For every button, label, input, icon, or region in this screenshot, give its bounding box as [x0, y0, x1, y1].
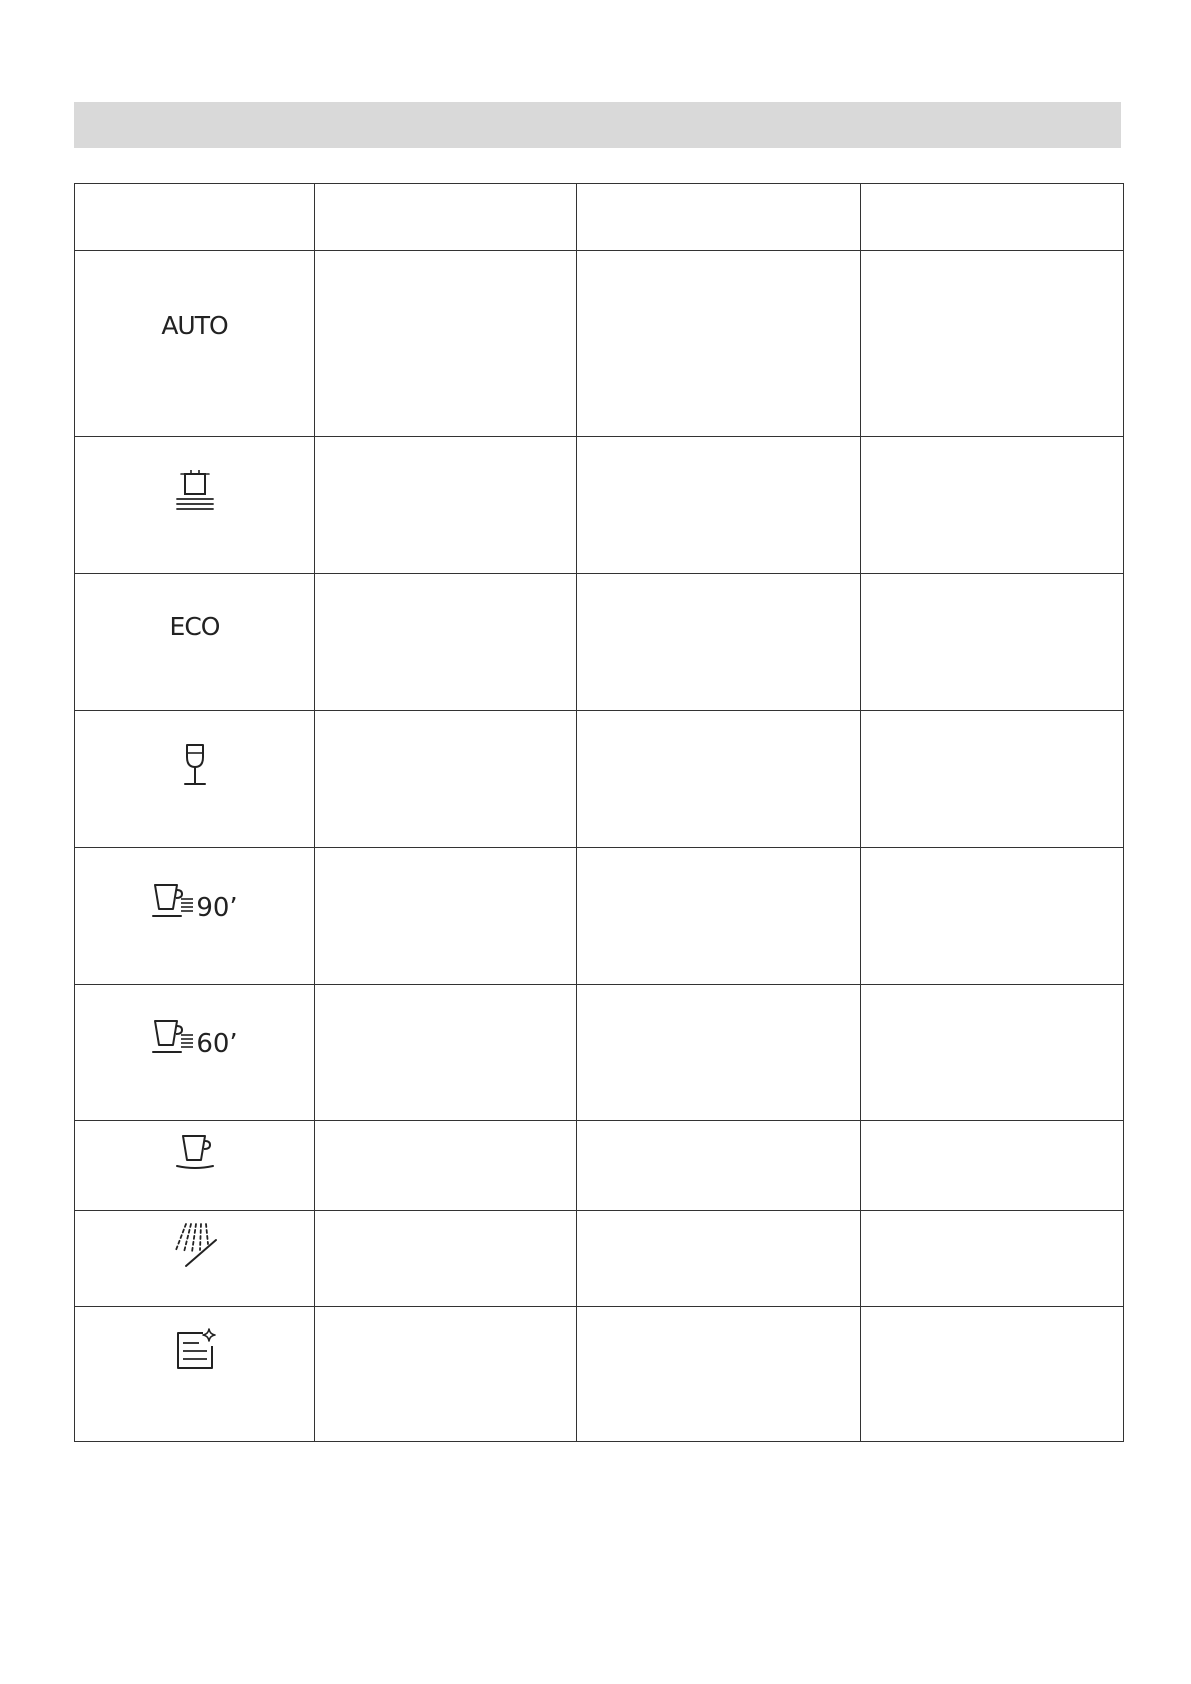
programme-duration: 60’ — [196, 1029, 238, 1059]
table-cell — [577, 437, 861, 574]
programme-symbol-cell — [75, 985, 315, 1121]
header-cell — [861, 184, 1124, 251]
cup-on-saucer-icon — [173, 1133, 217, 1171]
table-cell — [315, 574, 577, 711]
table-cell — [861, 711, 1124, 848]
table-row — [75, 574, 1124, 711]
table-cell — [577, 711, 861, 848]
table-row — [75, 1307, 1124, 1442]
header-cell — [577, 184, 861, 251]
table-cell — [861, 1211, 1124, 1307]
table-cell — [315, 1307, 577, 1442]
table-row — [75, 848, 1124, 985]
header-cell — [75, 184, 315, 251]
programme-symbol-cell — [75, 437, 315, 574]
table-cell — [577, 1121, 861, 1211]
programme-symbol-cell — [75, 574, 315, 711]
table-cell — [577, 1211, 861, 1307]
programme-symbol-cell — [75, 1211, 315, 1307]
table-row — [75, 985, 1124, 1121]
table-row — [75, 1121, 1124, 1211]
table-cell — [577, 985, 861, 1121]
section-header-bar — [74, 102, 1121, 148]
table-cell — [315, 985, 577, 1121]
table-cell — [861, 251, 1124, 437]
table-cell — [861, 574, 1124, 711]
table-cell — [315, 711, 577, 848]
programme-symbol-cell — [75, 848, 315, 985]
table-cell — [861, 848, 1124, 985]
table-header-row — [75, 184, 1124, 251]
table-row — [75, 437, 1124, 574]
rinse-spray-icon — [172, 1222, 218, 1268]
table-cell — [315, 848, 577, 985]
table-cell — [315, 1211, 577, 1307]
programme-symbol-cell — [75, 1307, 315, 1442]
table-row — [75, 711, 1124, 848]
table-cell — [861, 985, 1124, 1121]
programme-symbol-cell — [75, 1121, 315, 1211]
cup-fast-icon — [151, 1018, 195, 1058]
programme-table — [74, 183, 1124, 1442]
cup-fast-icon — [151, 882, 195, 922]
table-cell — [861, 1307, 1124, 1442]
header-cell — [315, 184, 577, 251]
table-cell — [315, 437, 577, 574]
table-cell — [577, 251, 861, 437]
wine-glass-icon — [182, 743, 208, 787]
programme-symbol-eco: ECO — [169, 612, 220, 641]
programme-duration: 90’ — [196, 893, 238, 923]
table-cell — [315, 1121, 577, 1211]
machine-care-icon — [173, 1328, 217, 1370]
table-row — [75, 251, 1124, 437]
table-cell — [577, 574, 861, 711]
table-cell — [577, 1307, 861, 1442]
programme-symbol-cell — [75, 251, 315, 437]
table-cell — [577, 848, 861, 985]
table-cell — [861, 437, 1124, 574]
table-cell — [315, 251, 577, 437]
pot-on-plates-icon — [173, 469, 217, 511]
programme-symbol-cell — [75, 711, 315, 848]
programme-symbol-auto: AUTO — [161, 311, 228, 340]
table-cell — [861, 1121, 1124, 1211]
table-row — [75, 1211, 1124, 1307]
